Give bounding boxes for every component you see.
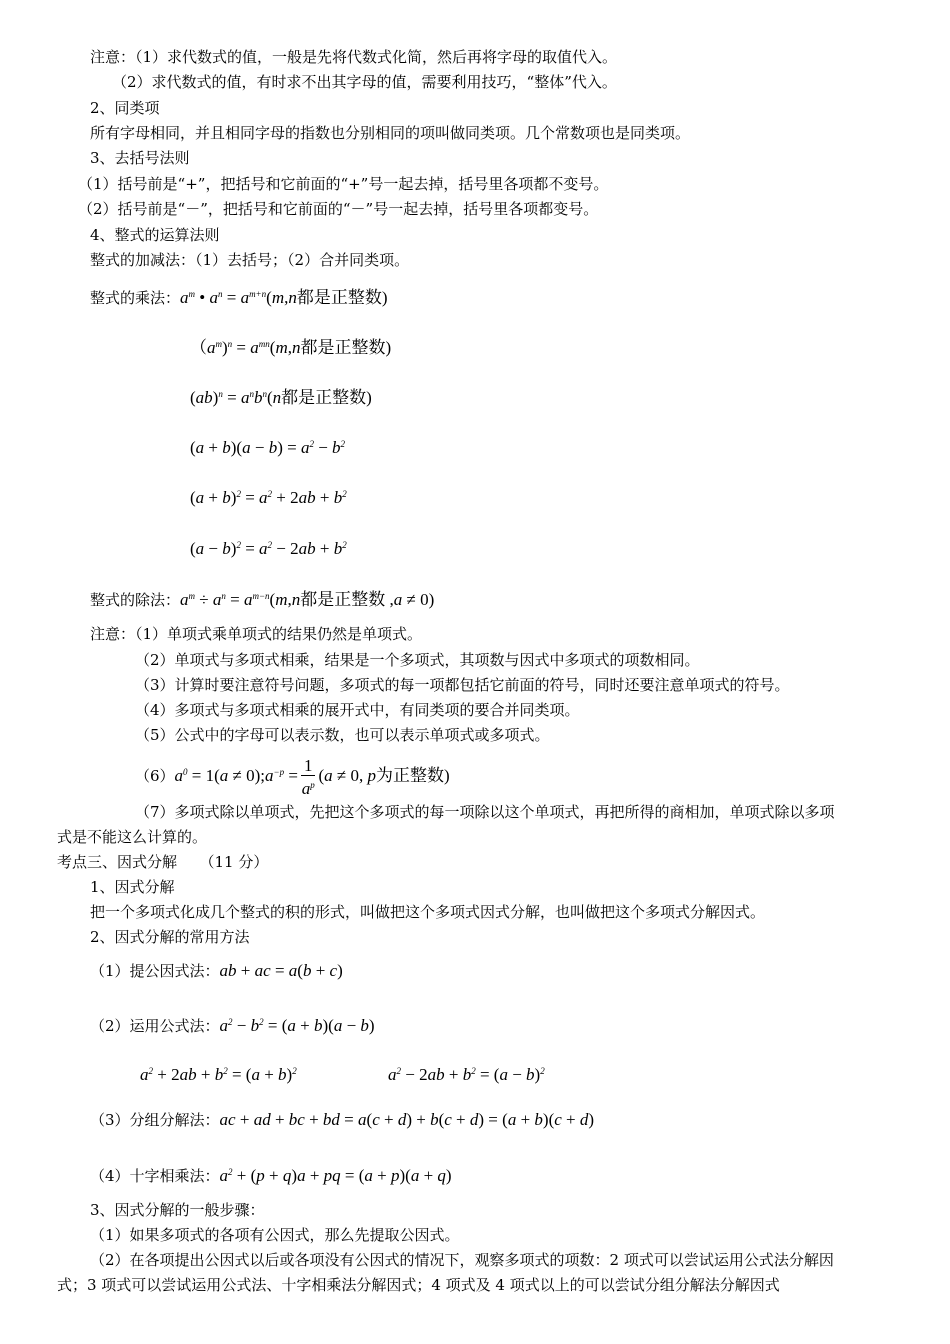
heading-factorization-steps: 3、因式分解的一般步骤： <box>90 1201 265 1219</box>
method-grouping-label: （3）分组分解法： <box>90 1111 220 1129</box>
formula-grouping: ac + ad + bc + bd = a(c + d) + b(c + d) = (a + b)(c + d) <box>219 1110 595 1129</box>
method-common-factor-label: （1）提公因式法： <box>90 962 220 980</box>
formula-condition-text: 都是正整数 <box>300 590 386 609</box>
addition-rule: 整式的加减法：（1）去括号；（2）合并同类项。 <box>90 251 410 269</box>
formula-condition-text: 都是正整数 <box>281 388 367 407</box>
heading-factorization: 1、因式分解 <box>90 878 175 896</box>
note-2-item-4: （4）多项式与多项式相乘的展开式中，有同类项的要合并同类项。 <box>135 701 580 719</box>
note-1-line-2: （2）求代数式的值，有时求不出其字母的值，需要利用技巧，“整体”代入。 <box>112 73 617 91</box>
note-2-item-7-line-2: 式是不能这么计算的。 <box>57 828 208 846</box>
note-2-item-2: （2）单项式与多项式相乘，结果是一个多项式，其项数与因式中多项式的项数相同。 <box>135 651 700 669</box>
method-cross-multiplication <box>90 1162 452 1186</box>
formula-square-of-difference: $(a - b)^2 = a^2 - 2ab + b^2$ <box>190 539 347 558</box>
note-2-item-6-label: （6） <box>135 767 175 785</box>
factorization-definition: 把一个多项式化成几个整式的积的形式，叫做把这个多项式因式分解，也叫做把这个多项式分解因式。 <box>90 903 766 921</box>
formula-zero-negative-exponent: $a^0 = 1(a$ ≠ $0);a^{-p}$ = $\frac{1}{a^p}$ (a ≠ 0, p为正整数) <box>174 755 450 798</box>
like-terms-definition: 所有字母相同，并且相同字母的指数也分别相同的项叫做同类项。几个常数项也是同类项。 <box>90 124 691 142</box>
formula-condition-text: 都是正整数 <box>296 288 382 307</box>
formula-power-product: $a^m$ • $a^n = a^{m+n}(m,n$都是正整数) <box>180 288 388 307</box>
formula-difference-of-squares: $(a + b)(a - b) = a^2 - b^2$ <box>190 438 346 457</box>
formula-condition-text: 为正整数 <box>375 766 444 785</box>
step-2-line-1: （2）在各项提出公因式以后或各项没有公因式的情况下，观察多项式的项数：2 项式可以尝试运用公式法分解因 <box>90 1251 834 1269</box>
method-grouping <box>90 1110 594 1130</box>
method-formula <box>90 1012 375 1036</box>
method-formula-label: （2）运用公式法： <box>90 1017 220 1035</box>
note-2-item-7-line-1: （7）多项式除以单项式，先把这个多项式的每一项除以这个单项式，再把所得的商相加，单项式除以多项 <box>135 803 835 821</box>
formula-square-of-sum: $(a + b)^2 = a^2 + 2ab + b^2$ <box>190 488 347 507</box>
section-factorization-heading: 考点三、因式分解 （11 分） <box>57 853 269 871</box>
formula-factor-perfect-square-difference: $a^2 - 2ab + b^2 = (a - b)^2$ <box>388 1065 545 1084</box>
method-common-factor <box>90 961 343 981</box>
formula-power-of-product: $(ab)^n = a^nb^n(n$都是正整数) <box>190 388 372 407</box>
heading-like-terms: 2、同类项 <box>90 99 160 117</box>
note-1-line-1: 注意：（1）求代数式的值，一般是先将代数式化简，然后再将字母的取值代入。 <box>90 48 618 66</box>
multiplication-label: 整式的乘法： <box>90 289 181 307</box>
formula-factor-difference-of-squares: $a^2 - b^2 = (a + b)(a - b)$ <box>219 1016 375 1035</box>
note-2-item-5: （5）公式中的字母可以表示数，也可以表示单项式或多项式。 <box>135 726 550 744</box>
step-2-line-2: 式；3 项式可以尝试运用公式法、十字相乘法分解因式；4 项式及 4 项式以上的可以尝试分组分解法分解因式 <box>57 1276 780 1294</box>
bracket-rule-2: （2）括号前是“－”，把括号和它前面的“－”号一起去掉，括号里各项都变号。 <box>78 200 599 218</box>
formula-cross-multiplication: $a^2 + (p + q)a$ + pq = (a + p)(a + q) <box>219 1166 452 1185</box>
division-label: 整式的除法： <box>90 591 181 609</box>
heading-factorization-methods: 2、因式分解的常用方法 <box>90 928 250 946</box>
method-cross-multiplication-label: （4）十字相乘法： <box>90 1167 220 1185</box>
heading-operation-rules: 4、整式的运算法则 <box>90 226 220 244</box>
note-2-item-6 <box>135 752 450 798</box>
formula-condition-text: 都是正整数 <box>300 338 386 357</box>
note-2-item-3: （3）计算时要注意符号问题，多项式的每一项都包括它前面的符号，同时还要注意单项式的符号。 <box>135 676 790 694</box>
formula-factor-perfect-square-sum: $a^2 + 2ab + b^2 = (a + b)^2$ <box>140 1065 297 1084</box>
heading-bracket-rules: 3、去括号法则 <box>90 149 190 167</box>
note-2-item-1: 注意：（1）单项式乘单项式的结果仍然是单项式。 <box>90 625 423 643</box>
bracket-rule-1: （1）括号前是“+”，把括号和它前面的“+”号一起去掉，括号里各项都不变号。 <box>78 175 609 193</box>
formula-power-quotient: $a^m \div a^n = a^{m-n}(m,n$都是正整数 ,a ≠ 0) <box>180 590 435 609</box>
formula-power-of-power: $(a^m)^n = a^{mn}(m,n$都是正整数) <box>190 338 392 357</box>
division-rule <box>90 586 434 610</box>
formula-common-factor: ab + ac = a(b + c) <box>219 961 343 980</box>
step-1: （1）如果多项式的各项有公因式，那么先提取公因式。 <box>90 1226 460 1244</box>
multiplication-rule <box>90 284 388 308</box>
